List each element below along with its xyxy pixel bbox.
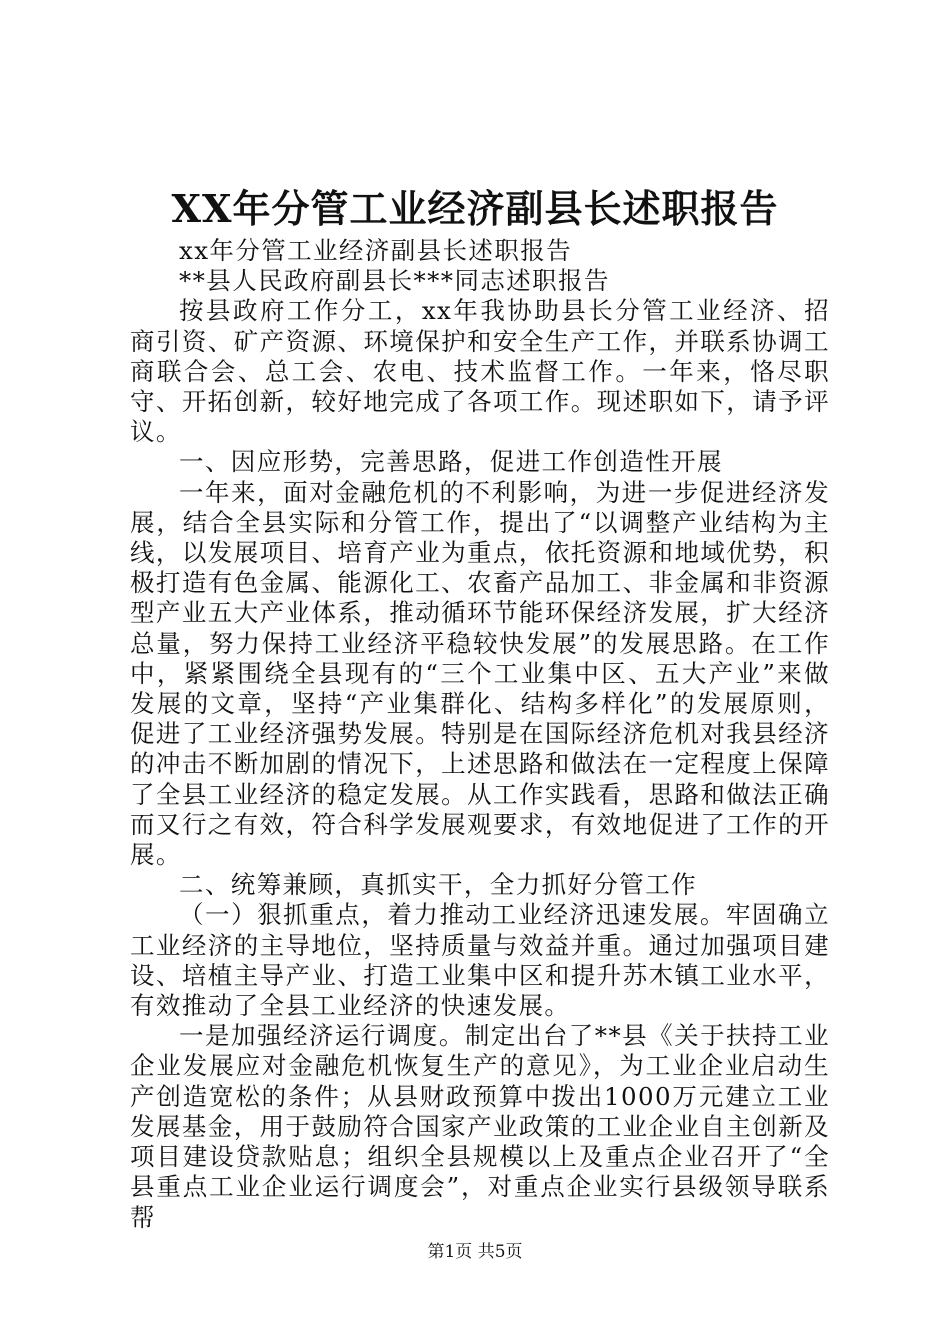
subtitle-line: xx年分管工业经济副县长述职报告 (179, 236, 573, 265)
subsection-1-paragraph: （一）狠抓重点，着力推动工业经济迅速发展。牢固确立工业经济的主导地位，坚持质量与效益并重。通过加强项目建设、培植主导产业、打造工业集中区和提升苏木镇工业水平，有效推动了全县工业经济的快速发展。 (130, 900, 830, 1021)
document-title: XX年分管工业经济副县长述职报告 (171, 186, 779, 231)
intro-paragraph: 按县政府工作分工，xx年我协助县长分管工业经济、招商引资、矿产资源、环境保护和安全生产工作，并联系协调工商联合会、总工会、农电、技术监督工作。一年来，恪尽职守、开拓创新，较好地完成了各项工作。现述职如下，请予评议。 (130, 296, 830, 447)
page-number-footer: 第1页 共5页 (427, 1242, 523, 1262)
document-body (130, 236, 830, 1233)
point-1-paragraph: 一是加强经济运行调度。制定出台了**县《关于扶持工业企业发展应对金融危机恢复生产的意见》，为工业企业启动生产创造宽松的条件；从县财政预算中拨出1000万元建立工业发展基金，用于鼓励符合国家产业政策的工业企业自主创新及项目建设贷款贴息；组织全县规模以上及重点企业召开了“全县重点工业企业运行调度会”，对重点企业实行县级领导联系帮 (130, 1021, 830, 1232)
section-1-paragraph: 一年来，面对金融危机的不利影响，为进一步促进经济发展，结合全县实际和分管工作，提出了“以调整产业结构为主线，以发展项目、培育产业为重点，依托资源和地域优势，积极打造有色金属、能源化工、农畜产品加工、非金属和非资源型产业五大产业体系，推动循环节能环保经济发展，扩大经济总量，努力保持工业经济平稳较快发展”的发展思路。在工作中，紧紧围绕全县现有的“三个工业集中区、五大产业”来做发展的文章，坚持“产业集群化、结构多样化”的发展原则，促进了工业经济强势发展。特别是在国际经济危机对我县经济的冲击不断加剧的情况下，上述思路和做法在一定程度上保障了全县工业经济的稳定发展。从工作实践看，思路和做法正确而又行之有效，符合科学发展观要求，有效地促进了工作的开展。 (130, 477, 830, 870)
section-heading-2: 二、统筹兼顾，真抓实干，全力抓好分管工作 (179, 870, 697, 900)
section-heading-1: 一、因应形势，完善思路，促进工作创造性开展 (179, 447, 723, 477)
report-heading-line: **县人民政府副县长***同志述职报告 (179, 266, 610, 296)
